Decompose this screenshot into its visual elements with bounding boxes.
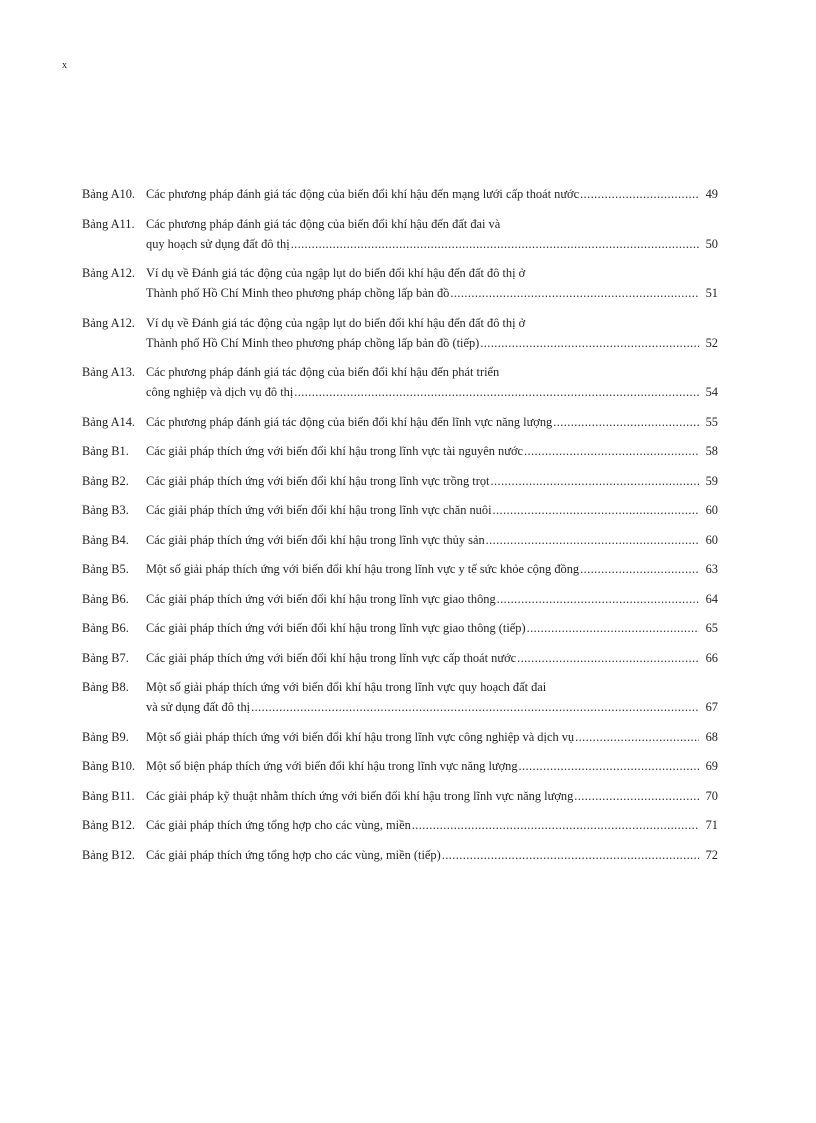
entry-page-number[interactable]: 72 — [705, 847, 718, 862]
entry-last-line — [146, 815, 718, 835]
entry-page-number[interactable]: 65 — [705, 621, 718, 635]
toc-entry[interactable] — [82, 786, 718, 806]
dot-leader — [493, 500, 699, 520]
entry-last-line — [146, 471, 718, 491]
entry-body — [146, 677, 718, 717]
entry-page-number[interactable]: 51 — [705, 286, 718, 300]
entry-page-number[interactable]: 55 — [705, 414, 718, 429]
list-of-tables — [82, 184, 718, 874]
entry-title-line: Các phương pháp đánh giá tác động của biến đổi khí hậu đến mạng lưới cấp thoát nước — [146, 187, 580, 201]
table-label: Bảng B7. — [82, 650, 129, 665]
entry-page-number[interactable]: 67 — [705, 700, 718, 714]
entry-page-number[interactable]: 59 — [705, 473, 718, 488]
table-label: Bảng B4. — [82, 532, 129, 547]
dot-leader — [574, 786, 699, 806]
table-label: Bảng B6. — [82, 591, 129, 606]
entry-last-line — [146, 618, 718, 638]
entry-title-line: Một số giải pháp thích ứng với biến đổi khí hậu trong lĩnh vực y tế sức khỏe cộng đồng — [146, 562, 580, 576]
entry-last-line — [146, 845, 718, 865]
dot-leader — [527, 618, 699, 638]
toc-entry[interactable] — [82, 648, 718, 668]
entry-page-number[interactable]: 50 — [705, 236, 718, 251]
entry-body — [146, 727, 718, 747]
table-label: Bảng B2. — [82, 473, 129, 488]
table-label: Bảng B10. — [82, 759, 136, 773]
toc-entry[interactable] — [82, 184, 718, 204]
entry-title-line: Các giải pháp kỹ thuật nhằm thích ứng với biến đổi khí hậu trong lĩnh vực năng lượng — [146, 788, 574, 803]
entry-last-line — [146, 441, 718, 461]
entry-title-line: Ví dụ về Đánh giá tác động của ngập lụt do biến đổi khí hậu đến đất đô thị ở — [146, 315, 526, 330]
table-label: Bảng A12. — [82, 266, 136, 280]
entry-title-line: Các phương pháp đánh giá tác động của biến đổi khí hậu đến lĩnh vực năng lượng — [146, 414, 553, 429]
entry-title-line: Một số giải pháp thích ứng với biến đổi khí hậu trong lĩnh vực công nghiệp và dịch vụ — [146, 729, 575, 744]
entry-page-number[interactable]: 66 — [705, 650, 718, 665]
entry-body — [146, 500, 718, 520]
entry-body — [146, 184, 718, 204]
entry-last-line — [146, 412, 718, 432]
entry-page-number[interactable]: 71 — [705, 818, 718, 832]
entry-body — [146, 589, 718, 609]
toc-entry[interactable] — [82, 756, 718, 776]
entry-title-line: và sử dụng đất đô thị — [146, 700, 251, 714]
table-label: Bảng B5. — [82, 562, 129, 576]
entry-title-line: Thành phố Hồ Chí Minh theo phương pháp chồng lấp bản đồ (tiếp) — [146, 335, 480, 350]
entry-page-number[interactable]: 68 — [705, 729, 718, 744]
table-label: Bảng B3. — [82, 503, 129, 517]
table-label: Bảng A13. — [82, 365, 136, 379]
table-label: Bảng B9. — [82, 729, 129, 744]
entry-body — [146, 648, 718, 668]
dot-leader — [480, 333, 699, 353]
entry-body — [146, 559, 718, 579]
entry-title-line: Các phương pháp đánh giá tác động của biến đổi khí hậu đến đất đai và — [146, 216, 501, 231]
entry-last-line — [146, 333, 718, 353]
entry-title-line: quy hoạch sử dụng đất đô thị — [146, 236, 290, 251]
entry-last-line — [146, 589, 718, 609]
toc-entry[interactable] — [82, 214, 718, 254]
toc-entry[interactable] — [82, 471, 718, 491]
entry-title-line: Các phương pháp đánh giá tác động của biến đổi khí hậu đến phát triển — [146, 365, 500, 379]
dot-leader — [442, 845, 699, 865]
dot-leader — [450, 283, 699, 303]
table-label: Bảng B6. — [82, 621, 129, 635]
entry-page-number[interactable]: 69 — [705, 759, 718, 773]
entry-title-line: Các giải pháp thích ứng với biến đổi khí hậu trong lĩnh vực giao thông — [146, 591, 496, 606]
entry-last-line — [146, 697, 718, 717]
entry-body — [146, 441, 718, 461]
entry-body — [146, 313, 718, 353]
entry-body — [146, 756, 718, 776]
table-label: Bảng B12. — [82, 847, 136, 862]
dot-leader — [497, 589, 699, 609]
entry-title-line: Một số biện pháp thích ứng với biến đổi khí hậu trong lĩnh vực năng lượng — [146, 759, 518, 773]
entry-page-number[interactable]: 54 — [705, 385, 718, 399]
table-label: Bảng B1. — [82, 444, 129, 458]
entry-title-line: Các giải pháp thích ứng với biến đổi khí hậu trong lĩnh vực giao thông (tiếp) — [146, 621, 526, 635]
table-label: Bảng B12. — [82, 818, 136, 832]
table-label: Bảng A14. — [82, 414, 136, 429]
page-number: x — [62, 60, 68, 71]
table-label: Bảng A10. — [82, 187, 136, 201]
entry-title-line: Ví dụ về Đánh giá tác động của ngập lụt do biến đổi khí hậu đến đất đô thị ở — [146, 266, 526, 280]
entry-last-line — [146, 530, 718, 550]
toc-entry[interactable] — [82, 530, 718, 550]
toc-entry[interactable] — [82, 500, 718, 520]
dot-leader — [517, 648, 699, 668]
toc-entry[interactable] — [82, 263, 718, 303]
dot-leader — [553, 412, 699, 432]
table-label: Bảng B11. — [82, 788, 135, 803]
toc-entry[interactable] — [82, 589, 718, 609]
dot-leader — [580, 559, 699, 579]
dot-leader — [575, 727, 699, 747]
dot-leader — [294, 382, 699, 402]
entry-page-number[interactable]: 49 — [705, 187, 718, 201]
toc-entry[interactable] — [82, 313, 718, 353]
entry-title-line: Các giải pháp thích ứng với biến đổi khí hậu trong lĩnh vực tài nguyên nước — [146, 444, 524, 458]
entry-body — [146, 214, 718, 254]
dot-leader — [490, 471, 699, 491]
entry-body — [146, 471, 718, 491]
entry-last-line — [146, 559, 718, 579]
toc-entry[interactable] — [82, 727, 718, 747]
toc-entry[interactable] — [82, 815, 718, 835]
entry-title-line: Các giải pháp thích ứng với biến đổi khí hậu trong lĩnh vực chăn nuôi — [146, 503, 492, 517]
entry-body — [146, 362, 718, 402]
entry-title-line: Thành phố Hồ Chí Minh theo phương pháp chồng lấp bản đồ — [146, 286, 450, 300]
entry-last-line — [146, 727, 718, 747]
entry-body — [146, 263, 718, 303]
entry-last-line — [146, 382, 718, 402]
toc-entry[interactable] — [82, 441, 718, 461]
dot-leader — [486, 530, 699, 550]
entry-title-line: công nghiệp và dịch vụ đô thị — [146, 385, 294, 399]
entry-page-number[interactable]: 70 — [705, 788, 718, 803]
table-label: Bảng A12. — [82, 315, 136, 330]
entry-body — [146, 530, 718, 550]
dot-leader — [580, 184, 699, 204]
toc-entry[interactable] — [82, 618, 718, 638]
entry-body — [146, 786, 718, 806]
dot-leader — [412, 815, 699, 835]
entry-last-line — [146, 283, 718, 303]
dot-leader — [251, 697, 699, 717]
entry-body — [146, 412, 718, 432]
entry-page-number[interactable]: 60 — [705, 532, 718, 547]
dot-leader — [524, 441, 699, 461]
entry-title-line: Các giải pháp thích ứng với biến đổi khí hậu trong lĩnh vực cấp thoát nước — [146, 650, 517, 665]
entry-page-number[interactable]: 60 — [705, 503, 718, 517]
entry-title-line: Một số giải pháp thích ứng với biến đổi khí hậu trong lĩnh vực quy hoạch đất đai — [146, 680, 547, 694]
entry-last-line — [146, 756, 718, 776]
entry-title-line: Các giải pháp thích ứng tổng hợp cho các vùng, miền (tiếp) — [146, 847, 441, 862]
toc-entry[interactable] — [82, 845, 718, 865]
entry-title-line: Các giải pháp thích ứng tổng hợp cho các vùng, miền — [146, 818, 411, 832]
dot-leader — [291, 234, 699, 254]
entry-page-number[interactable]: 58 — [705, 444, 718, 458]
toc-entry[interactable] — [82, 362, 718, 402]
table-label: Bảng B8. — [82, 680, 129, 694]
dot-leader — [519, 756, 699, 776]
entry-last-line — [146, 184, 718, 204]
entry-body — [146, 618, 718, 638]
entry-body — [146, 815, 718, 835]
entry-page-number[interactable]: 64 — [705, 591, 718, 606]
toc-entry[interactable] — [82, 559, 718, 579]
entry-title-line: Các giải pháp thích ứng với biến đổi khí hậu trong lĩnh vực thủy sản — [146, 532, 485, 547]
toc-entry[interactable] — [82, 677, 718, 717]
entry-page-number[interactable]: 52 — [705, 335, 718, 350]
entry-last-line — [146, 648, 718, 668]
entry-last-line — [146, 786, 718, 806]
entry-last-line — [146, 500, 718, 520]
entry-title-line: Các giải pháp thích ứng với biến đổi khí hậu trong lĩnh vực trồng trọt — [146, 473, 490, 488]
entry-last-line — [146, 234, 718, 254]
table-label: Bảng A11. — [82, 216, 135, 231]
toc-entry[interactable] — [82, 412, 718, 432]
entry-page-number[interactable]: 63 — [705, 562, 718, 576]
entry-body — [146, 845, 718, 865]
